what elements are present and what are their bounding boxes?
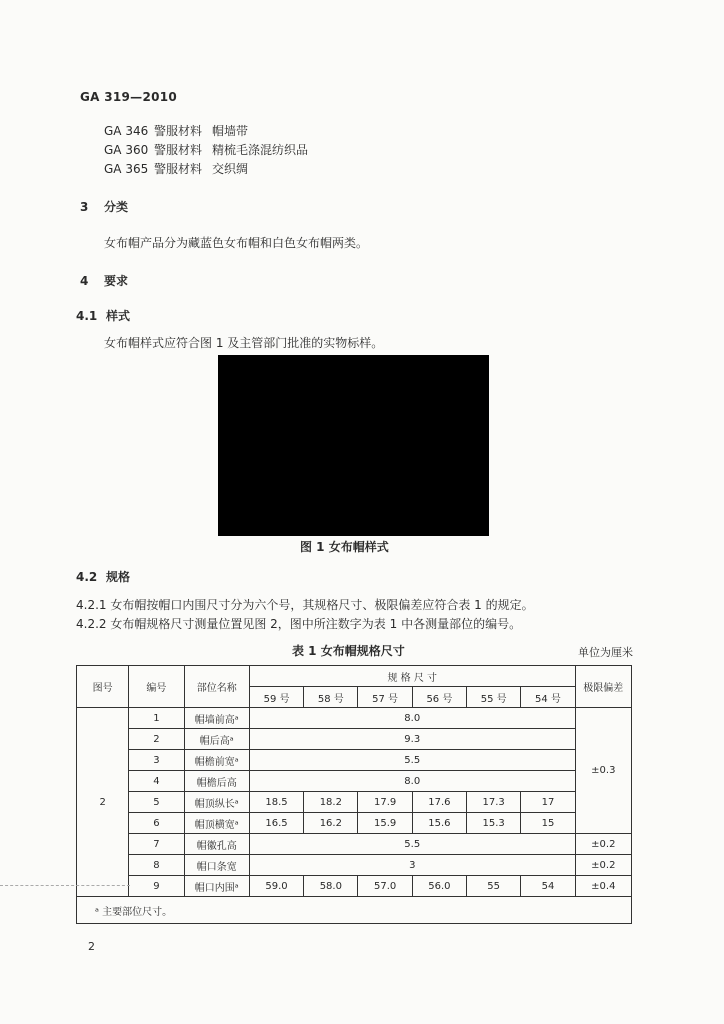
header-tolerance: 极限偏差 [575, 666, 631, 708]
figure-image [218, 355, 489, 536]
reference-code: GA 360 [104, 143, 149, 157]
row-value: 5.5 [249, 834, 575, 855]
row-value: 8.0 [249, 771, 575, 792]
table-row [77, 792, 632, 813]
header-spec: 规 格 尺 寸 [249, 666, 575, 687]
row-size-value: 15.3 [467, 813, 521, 834]
section-title: 分类 [104, 200, 129, 214]
row-part: 帽墙前高ᵃ [184, 708, 249, 729]
row-part: 帽檐前宽ᵃ [184, 750, 249, 771]
section-4-1-heading [76, 307, 130, 324]
row-part: 帽檐后高 [184, 771, 249, 792]
row-size-value: 55 [467, 876, 521, 897]
header-no: 编号 [129, 666, 184, 708]
row-no: 6 [129, 813, 184, 834]
header-size: 59 号 [249, 687, 303, 708]
header-size: 57 号 [358, 687, 412, 708]
row-size-value: 15.9 [358, 813, 412, 834]
header-fig: 图号 [77, 666, 129, 708]
row-value: 3 [249, 855, 575, 876]
row-part: 帽顶横宽ᵃ [184, 813, 249, 834]
reference-3 [104, 160, 248, 177]
row-tolerance: ±0.2 [575, 834, 631, 855]
row-no: 3 [129, 750, 184, 771]
reference-code: GA 365 [104, 162, 149, 176]
section-4-heading [80, 272, 128, 289]
section-number: 4.1 [76, 309, 98, 323]
row-value: 9.3 [249, 729, 575, 750]
section-title: 要求 [104, 274, 129, 288]
fig-number-cell: 2 [77, 708, 129, 897]
row-size-value: 17.3 [467, 792, 521, 813]
row-size-value: 18.2 [304, 792, 358, 813]
spec-table [76, 665, 632, 924]
row-part: 帽徽孔高 [184, 834, 249, 855]
row-tolerance: ±0.2 [575, 855, 631, 876]
row-no: 4 [129, 771, 184, 792]
reference-name: 交织绸 [212, 162, 249, 176]
table-row [77, 750, 632, 771]
section-title: 样式 [106, 309, 131, 323]
row-size-value: 18.5 [249, 792, 303, 813]
section-3-heading [80, 198, 128, 215]
row-value: 5.5 [249, 750, 575, 771]
row-no: 7 [129, 834, 184, 855]
row-size-value: 17.6 [412, 792, 466, 813]
section-3-text: 女布帽产品分为藏蓝色女布帽和白色女布帽两类。 [104, 236, 369, 250]
table-caption: 表 1 女布帽规格尺寸 [292, 644, 405, 658]
page-number: 2 [88, 940, 95, 953]
reference-name: 精梳毛涤混纺织品 [212, 143, 309, 157]
row-no: 5 [129, 792, 184, 813]
row-size-value: 15.6 [412, 813, 466, 834]
row-size-value: 16.5 [249, 813, 303, 834]
row-part: 帽顶纵长ᵃ [184, 792, 249, 813]
row-no: 8 [129, 855, 184, 876]
table-row [77, 834, 632, 855]
table-row [77, 876, 632, 897]
row-size-value: 54 [521, 876, 575, 897]
figure-caption: 图 1 女布帽样式 [300, 540, 389, 554]
reference-2 [104, 141, 308, 158]
row-size-value: 58.0 [304, 876, 358, 897]
table-row [77, 708, 632, 729]
row-value: 8.0 [249, 708, 575, 729]
row-no: 2 [129, 729, 184, 750]
section-4-2-1-text: 4.2.1 女布帽按帽口内围尺寸分为六个号，其规格尺寸、极限偏差应符合表 1 的规定。 [76, 598, 534, 612]
section-4-1-text: 女布帽样式应符合图 1 及主管部门批准的实物标样。 [104, 336, 384, 350]
row-size-value: 56.0 [412, 876, 466, 897]
section-title: 规格 [106, 570, 131, 584]
reference-name: 帽墙带 [212, 124, 249, 138]
header-size: 58 号 [304, 687, 358, 708]
table-unit: 单位为厘米 [578, 646, 633, 659]
reference-category: 警服材料 [154, 143, 203, 157]
table-row [77, 855, 632, 876]
reference-category: 警服材料 [154, 162, 203, 176]
reference-code: GA 346 [104, 124, 149, 138]
header-part: 部位名称 [184, 666, 249, 708]
header-size: 54 号 [521, 687, 575, 708]
row-part: 帽后高ᵃ [184, 729, 249, 750]
section-4-2-heading [76, 568, 130, 585]
table-footnote: ᵃ 主要部位尺寸。 [77, 897, 632, 924]
row-size-value: 15 [521, 813, 575, 834]
row-size-value: 59.0 [249, 876, 303, 897]
scan-artifact [0, 885, 130, 886]
section-number: 4 [80, 274, 89, 288]
header-size: 56 号 [412, 687, 466, 708]
section-number: 3 [80, 200, 89, 214]
row-tolerance: ±0.4 [575, 876, 631, 897]
row-no: 9 [129, 876, 184, 897]
reference-category: 警服材料 [154, 124, 203, 138]
row-size-value: 17 [521, 792, 575, 813]
table-row [77, 729, 632, 750]
section-number: 4.2 [76, 570, 98, 584]
row-size-value: 17.9 [358, 792, 412, 813]
row-size-value: 57.0 [358, 876, 412, 897]
row-no: 1 [129, 708, 184, 729]
header-size: 55 号 [467, 687, 521, 708]
section-4-2-2-text: 4.2.2 女布帽规格尺寸测量位置见图 2，图中所注数字为表 1 中各测量部位的编号。 [76, 617, 522, 631]
row-part: 帽口内围ᵃ [184, 876, 249, 897]
table-row [77, 813, 632, 834]
document-header: GA 319—2010 [80, 90, 178, 104]
reference-1 [104, 122, 248, 139]
row-part: 帽口条宽 [184, 855, 249, 876]
table-row [77, 771, 632, 792]
row-size-value: 16.2 [304, 813, 358, 834]
group-tolerance: ±0.3 [575, 708, 631, 834]
